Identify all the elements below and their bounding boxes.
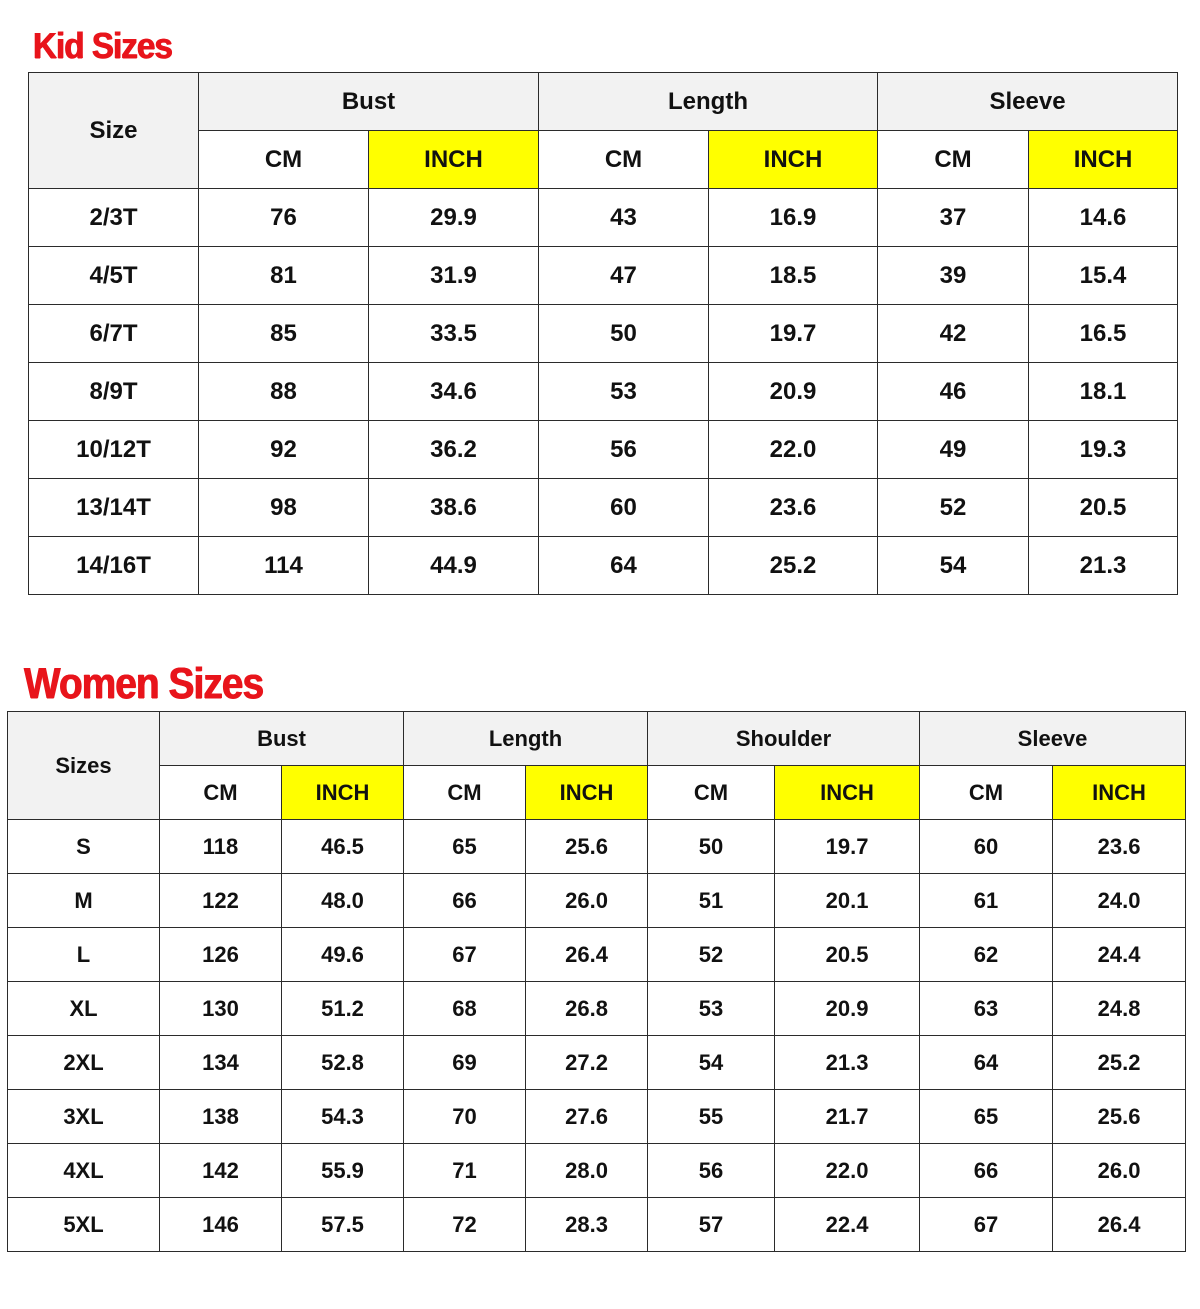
table-row — [29, 189, 1178, 247]
table-row — [8, 874, 1186, 928]
measurement-cell: 66 — [404, 874, 526, 928]
measurement-cell: 26.4 — [1053, 1198, 1186, 1252]
measurement-cell: 67 — [920, 1198, 1053, 1252]
measurement-cell: 22.4 — [775, 1198, 920, 1252]
size-label-cell: S — [8, 820, 160, 874]
measurement-cell: 65 — [920, 1090, 1053, 1144]
size-label-cell: 8/9T — [29, 363, 199, 421]
measurement-cell: 20.5 — [775, 928, 920, 982]
unit-cm-sleeve: CM — [920, 766, 1053, 820]
measurement-cell: 20.9 — [775, 982, 920, 1036]
measurement-cell: 18.5 — [709, 247, 878, 305]
measurement-cell: 48.0 — [282, 874, 404, 928]
measurement-cell: 16.5 — [1029, 305, 1178, 363]
measurement-cell: 64 — [539, 537, 709, 595]
size-label-cell: 3XL — [8, 1090, 160, 1144]
measurement-cell: 27.2 — [526, 1036, 648, 1090]
measurement-cell: 85 — [199, 305, 369, 363]
measurement-cell: 54 — [878, 537, 1029, 595]
measurement-cell: 28.3 — [526, 1198, 648, 1252]
measurement-cell: 19.7 — [709, 305, 878, 363]
measurement-cell: 27.6 — [526, 1090, 648, 1144]
size-label-cell: 2XL — [8, 1036, 160, 1090]
table-row — [29, 305, 1178, 363]
measurement-cell: 65 — [404, 820, 526, 874]
measurement-cell: 24.0 — [1053, 874, 1186, 928]
unit-inch-bust: INCH — [282, 766, 404, 820]
unit-cm-length: CM — [539, 131, 709, 189]
group-header-sleeve: Sleeve — [878, 73, 1178, 131]
measurement-cell: 14.6 — [1029, 189, 1178, 247]
unit-cm-sleeve: CM — [878, 131, 1029, 189]
table-row — [8, 928, 1186, 982]
table-row — [29, 363, 1178, 421]
measurement-cell: 146 — [160, 1198, 282, 1252]
measurement-cell: 47 — [539, 247, 709, 305]
measurement-cell: 24.4 — [1053, 928, 1186, 982]
measurement-cell: 62 — [920, 928, 1053, 982]
measurement-cell: 122 — [160, 874, 282, 928]
measurement-cell: 114 — [199, 537, 369, 595]
measurement-cell: 63 — [920, 982, 1053, 1036]
measurement-cell: 24.8 — [1053, 982, 1186, 1036]
measurement-cell: 25.6 — [526, 820, 648, 874]
measurement-cell: 67 — [404, 928, 526, 982]
measurement-cell: 134 — [160, 1036, 282, 1090]
measurement-cell: 37 — [878, 189, 1029, 247]
measurement-cell: 26.0 — [1053, 1144, 1186, 1198]
measurement-cell: 50 — [539, 305, 709, 363]
measurement-cell: 25.2 — [709, 537, 878, 595]
measurement-cell: 22.0 — [775, 1144, 920, 1198]
unit-inch-length: INCH — [526, 766, 648, 820]
header-row-units — [8, 766, 1186, 820]
measurement-cell: 20.9 — [709, 363, 878, 421]
unit-inch-length: INCH — [709, 131, 878, 189]
measurement-cell: 52 — [648, 928, 775, 982]
unit-inch-shoulder: INCH — [775, 766, 920, 820]
measurement-cell: 52.8 — [282, 1036, 404, 1090]
measurement-cell: 130 — [160, 982, 282, 1036]
unit-inch-sleeve: INCH — [1029, 131, 1178, 189]
measurement-cell: 43 — [539, 189, 709, 247]
table-row — [8, 820, 1186, 874]
women-sizes-title: Women Sizes — [24, 659, 264, 708]
measurement-cell: 92 — [199, 421, 369, 479]
table-row — [8, 1144, 1186, 1198]
measurement-cell: 42 — [878, 305, 1029, 363]
table-row — [8, 982, 1186, 1036]
measurement-cell: 19.3 — [1029, 421, 1178, 479]
measurement-cell: 68 — [404, 982, 526, 1036]
group-header-length: Length — [404, 712, 648, 766]
measurement-cell: 52 — [878, 479, 1029, 537]
unit-cm-bust: CM — [160, 766, 282, 820]
measurement-cell: 36.2 — [369, 421, 539, 479]
measurement-cell: 57.5 — [282, 1198, 404, 1252]
measurement-cell: 21.3 — [1029, 537, 1178, 595]
measurement-cell: 64 — [920, 1036, 1053, 1090]
measurement-cell: 53 — [648, 982, 775, 1036]
measurement-cell: 81 — [199, 247, 369, 305]
measurement-cell: 54 — [648, 1036, 775, 1090]
measurement-cell: 51 — [648, 874, 775, 928]
size-label-cell: 4XL — [8, 1144, 160, 1198]
measurement-cell: 66 — [920, 1144, 1053, 1198]
measurement-cell: 126 — [160, 928, 282, 982]
measurement-cell: 34.6 — [369, 363, 539, 421]
measurement-cell: 98 — [199, 479, 369, 537]
table-row — [29, 247, 1178, 305]
header-row-groups — [29, 73, 1178, 131]
measurement-cell: 57 — [648, 1198, 775, 1252]
measurement-cell: 138 — [160, 1090, 282, 1144]
measurement-cell: 15.4 — [1029, 247, 1178, 305]
measurement-cell: 71 — [404, 1144, 526, 1198]
measurement-cell: 53 — [539, 363, 709, 421]
header-row-groups — [8, 712, 1186, 766]
measurement-cell: 19.7 — [775, 820, 920, 874]
size-label-cell: 13/14T — [29, 479, 199, 537]
measurement-cell: 76 — [199, 189, 369, 247]
unit-cm-shoulder: CM — [648, 766, 775, 820]
size-label-cell: 6/7T — [29, 305, 199, 363]
measurement-cell: 60 — [539, 479, 709, 537]
measurement-cell: 51.2 — [282, 982, 404, 1036]
table-row — [29, 479, 1178, 537]
measurement-cell: 26.4 — [526, 928, 648, 982]
measurement-cell: 31.9 — [369, 247, 539, 305]
measurement-cell: 29.9 — [369, 189, 539, 247]
measurement-cell: 20.5 — [1029, 479, 1178, 537]
measurement-cell: 88 — [199, 363, 369, 421]
size-label-cell: L — [8, 928, 160, 982]
group-header-shoulder: Shoulder — [648, 712, 920, 766]
group-header-length: Length — [539, 73, 878, 131]
group-header-bust: Bust — [199, 73, 539, 131]
header-row-units — [29, 131, 1178, 189]
measurement-cell: 61 — [920, 874, 1053, 928]
table-row — [8, 1090, 1186, 1144]
measurement-cell: 70 — [404, 1090, 526, 1144]
measurement-cell: 23.6 — [709, 479, 878, 537]
size-label-cell: 14/16T — [29, 537, 199, 595]
measurement-cell: 44.9 — [369, 537, 539, 595]
measurement-cell: 21.3 — [775, 1036, 920, 1090]
measurement-cell: 46 — [878, 363, 1029, 421]
measurement-cell: 20.1 — [775, 874, 920, 928]
measurement-cell: 55 — [648, 1090, 775, 1144]
measurement-cell: 25.6 — [1053, 1090, 1186, 1144]
measurement-cell: 23.6 — [1053, 820, 1186, 874]
measurement-cell: 16.9 — [709, 189, 878, 247]
unit-inch-bust: INCH — [369, 131, 539, 189]
measurement-cell: 60 — [920, 820, 1053, 874]
measurement-cell: 72 — [404, 1198, 526, 1252]
measurement-cell: 21.7 — [775, 1090, 920, 1144]
size-label-cell: 10/12T — [29, 421, 199, 479]
measurement-cell: 49.6 — [282, 928, 404, 982]
unit-inch-sleeve: INCH — [1053, 766, 1186, 820]
measurement-cell: 118 — [160, 820, 282, 874]
kid-size-table — [28, 72, 1178, 595]
measurement-cell: 142 — [160, 1144, 282, 1198]
kid-sizes-title: Kid Sizes — [33, 25, 172, 66]
women-size-table — [7, 711, 1186, 1252]
size-label-cell: M — [8, 874, 160, 928]
measurement-cell: 28.0 — [526, 1144, 648, 1198]
group-header-sleeve: Sleeve — [920, 712, 1186, 766]
group-header-bust: Bust — [160, 712, 404, 766]
size-label-cell: 4/5T — [29, 247, 199, 305]
measurement-cell: 18.1 — [1029, 363, 1178, 421]
size-label-cell: 2/3T — [29, 189, 199, 247]
size-label-cell: 5XL — [8, 1198, 160, 1252]
size-column-header: Sizes — [8, 712, 160, 820]
measurement-cell: 56 — [539, 421, 709, 479]
measurement-cell: 55.9 — [282, 1144, 404, 1198]
measurement-cell: 39 — [878, 247, 1029, 305]
table-row — [8, 1036, 1186, 1090]
measurement-cell: 26.8 — [526, 982, 648, 1036]
size-label-cell: XL — [8, 982, 160, 1036]
measurement-cell: 49 — [878, 421, 1029, 479]
table-row — [29, 537, 1178, 595]
measurement-cell: 33.5 — [369, 305, 539, 363]
measurement-cell: 69 — [404, 1036, 526, 1090]
measurement-cell: 50 — [648, 820, 775, 874]
measurement-cell: 22.0 — [709, 421, 878, 479]
measurement-cell: 26.0 — [526, 874, 648, 928]
measurement-cell: 25.2 — [1053, 1036, 1186, 1090]
table-row — [8, 1198, 1186, 1252]
table-row — [29, 421, 1178, 479]
measurement-cell: 56 — [648, 1144, 775, 1198]
unit-cm-bust: CM — [199, 131, 369, 189]
measurement-cell: 54.3 — [282, 1090, 404, 1144]
unit-cm-length: CM — [404, 766, 526, 820]
size-column-header: Size — [29, 73, 199, 189]
measurement-cell: 38.6 — [369, 479, 539, 537]
measurement-cell: 46.5 — [282, 820, 404, 874]
